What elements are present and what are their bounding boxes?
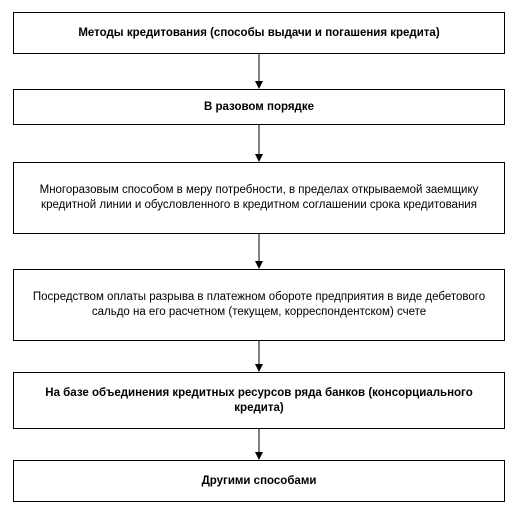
flow-box-label: Другими способами	[201, 474, 317, 487]
flow-box-other	[13, 460, 505, 502]
flow-box-label: В разовом порядке	[203, 100, 314, 113]
flow-box-multiple	[13, 162, 505, 234]
flow-box-label: На базе объединения кредитных ресурсов ряда банков (консорциального кредита)	[45, 386, 473, 414]
flow-box-label: Методы кредитования (способы выдачи и погашения кредита)	[78, 26, 440, 39]
flow-box-gap-payment	[13, 269, 505, 341]
flow-box-label: Многоразовым способом в меру потребности, в пределах открываемой заемщику кредитной линии и обусловленного в кредитном соглашении срока кредитования	[39, 184, 479, 211]
flow-box-syndicated	[13, 372, 505, 429]
flow-box-one-time	[13, 89, 505, 125]
flow-box-methods	[13, 12, 505, 54]
flow-box-label: Посредством оплаты разрыва в платежном обороте предприятия в виде дебетового сальдо на его расчетном (текущем, корреспондентском) счете	[32, 291, 486, 318]
